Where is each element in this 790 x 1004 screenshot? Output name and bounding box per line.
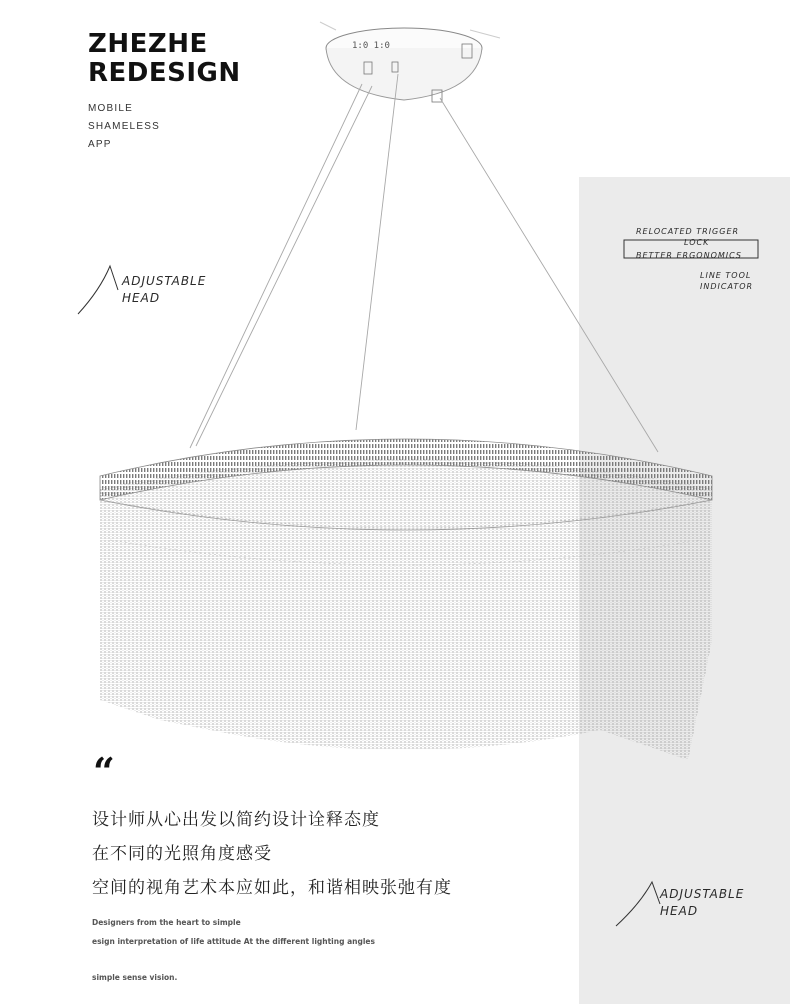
brand-title-line2: REDESIGN [88,58,241,88]
note-text: INDICATOR [700,282,754,291]
ceiling-canopy [320,22,500,102]
brand-tag: APP [88,139,112,150]
chandelier-fringe [100,459,712,760]
quote-mark-icon: “ [93,749,115,794]
note-text: RELOCATED TRIGGER [636,227,740,236]
note-text: HEAD [122,291,161,305]
adjustable-head-note-left [122,273,206,307]
note-text: ADJUSTABLE [122,274,207,288]
adjustable-head-note-bottom [660,886,744,920]
brand-tags [88,100,241,154]
chinese-description [92,803,452,905]
en-line: Designers from the heart to simple [92,918,241,927]
en-line: esign interpretation of life attitude At the different lighting angles [92,937,375,946]
brand-tag: SHAMELESS [88,121,160,132]
line-tool-note [700,270,753,292]
note-text: HEAD [660,904,699,918]
suspension-cables [190,74,658,452]
note-text: LINE TOOL [700,271,752,280]
cn-line: 设计师从心出发以简约设计诠释态度 [92,810,380,830]
canopy-marks: 1:0 1:0 [352,41,390,51]
note-text: ADJUSTABLE [660,887,745,901]
brand-tag: MOBILE [88,103,133,114]
brand-block [88,30,241,154]
note-text: LOCK [684,238,710,247]
brand-title-line1: ZHEZHE [88,29,208,59]
cn-line: 在不同的光照角度感受 [92,844,272,864]
en-line: simple sense vision. [92,973,178,982]
trigger-note [636,226,742,261]
note-text: BETTER ERGONOMICS [636,251,742,260]
cn-line: 空间的视角艺术本应如此，和谐相映张弛有度 [92,878,452,898]
